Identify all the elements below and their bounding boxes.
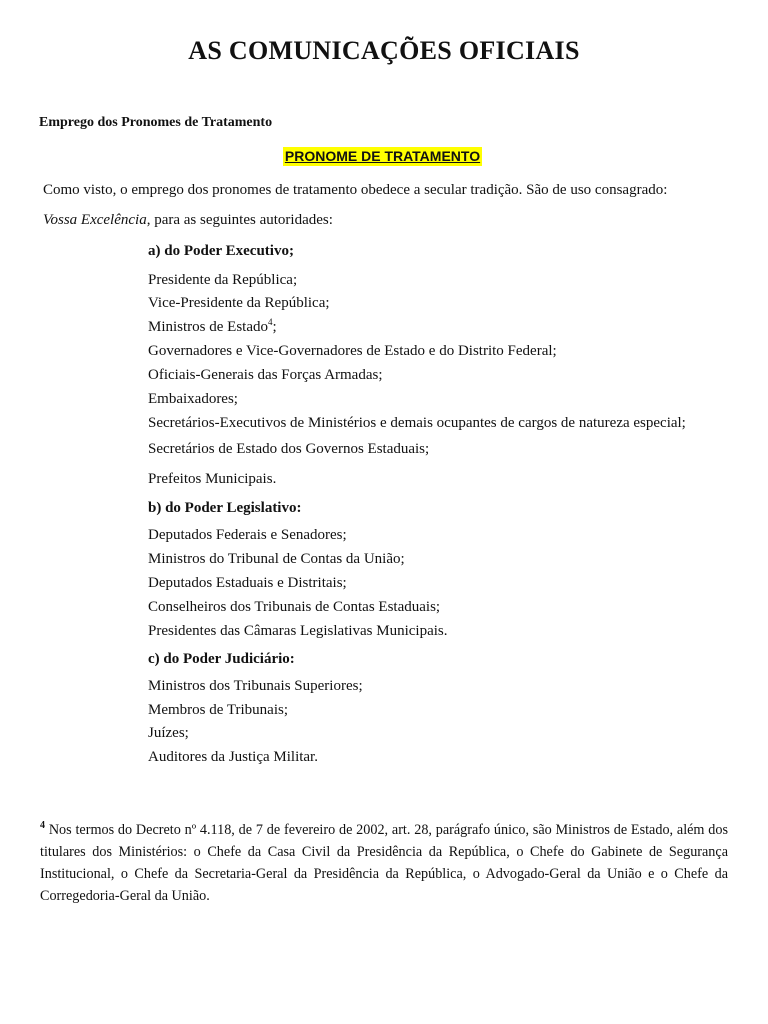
list-item: Prefeitos Municipais. [148,471,277,487]
list-item: Presidentes das Câmaras Legislativas Municipais. [148,623,448,639]
highlighted-heading: PRONOME DE TRATAMENTO [284,148,481,164]
list-item-ministros [148,319,277,336]
list-item: Secretários-Executivos de Ministérios e demais ocupantes de cargos de natureza especial; [148,415,686,431]
list-item: Secretários de Estado dos Governos Estaduais; [148,441,430,457]
section-subtitle: Emprego dos Pronomes de Tratamento [39,115,273,130]
list-item: Auditores da Justiça Militar. [148,749,318,765]
list-item: Membros de Tribunais; [148,702,289,718]
section-heading-judiciario: c) do Poder Judiciário: [148,651,295,667]
list-item: Juízes; [148,725,189,741]
intro-line-2 [43,212,333,229]
footnote-text: Nos termos do Decreto nº 4.118, de 7 de fevereiro de 2002, art. 28, parágrafo único, são Ministros de Estado, além dos titulares dos Ministérios: o Chefe da Casa Civil da Presidência da República, o Chefe do Gabinete de Segurança Institucional, o Chefe da Secretaria-Geral da Presidência da República, o Advogado-Geral da União e o Chefe da Corregedoria-Geral da União. [40,822,728,904]
list-item: Embaixadores; [148,391,238,407]
list-item: Deputados Estaduais e Distritais; [148,575,347,591]
footnote-mark: 4 [40,820,45,831]
section-heading-legislativo: b) do Poder Legislativo: [148,500,302,516]
list-item: Ministros dos Tribunais Superiores; [148,678,363,694]
section-heading-executivo: a) do Poder Executivo; [148,243,294,259]
list-item: Deputados Federais e Senadores; [148,527,347,543]
list-item: Ministros do Tribunal de Contas da União; [148,551,405,567]
footnote [40,815,728,907]
list-item: Presidente da República; [148,272,298,288]
list-item-suffix: ; [272,319,277,335]
list-item: Conselheiros dos Tribunais de Contas Estaduais; [148,599,441,615]
page-title: AS COMUNICAÇÕES OFICIAIS [188,36,580,65]
intro-line-2-rest: , para as seguintes autoridades: [146,212,333,228]
list-item: Oficiais-Generais das Forças Armadas; [148,367,383,383]
highlight-container [0,147,768,166]
list-item: Governadores e Vice-Governadores de Estado e do Distrito Federal; [148,343,557,359]
footnote-reference: 4 [268,317,273,327]
intro-paragraph: Como visto, o emprego dos pronomes de tratamento obedece a secular tradição. São de uso consagrado: [43,182,668,198]
vossa-excelencia-text: Vossa Excelência [43,212,147,228]
list-item-text: Ministros de Estado [148,319,268,335]
list-item: Vice-Presidente da República; [148,295,330,311]
